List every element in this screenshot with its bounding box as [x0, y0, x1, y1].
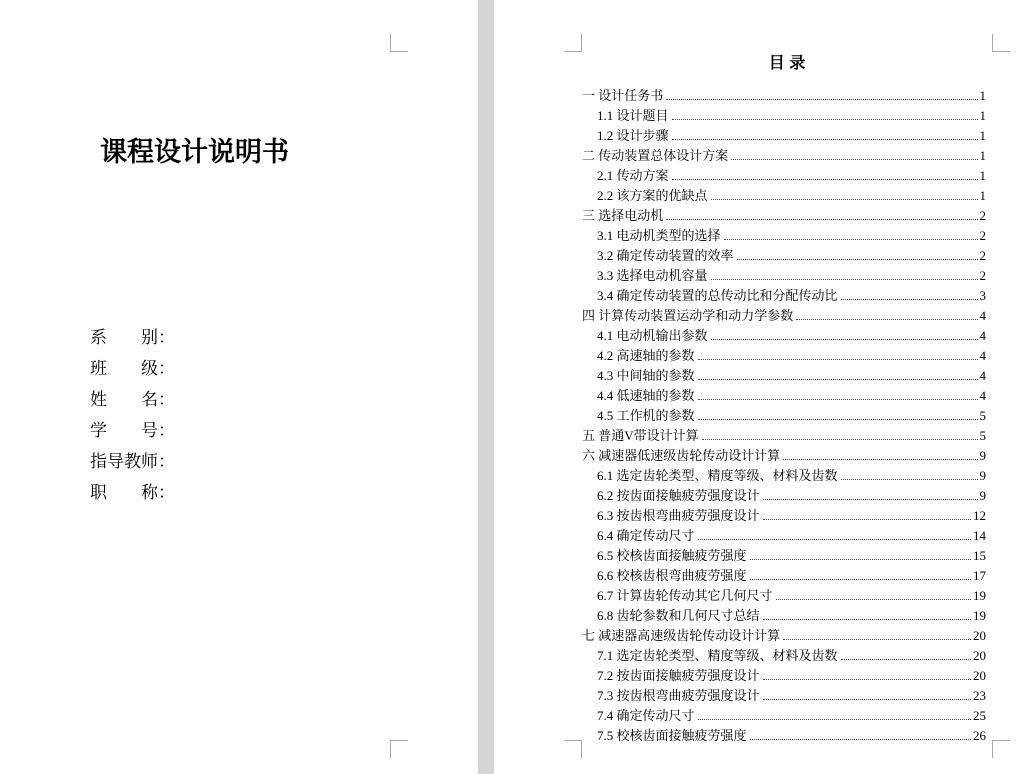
- toc-entry-page: 9: [979, 488, 986, 503]
- toc-entry[interactable]: [582, 246, 986, 266]
- toc-entry[interactable]: [582, 406, 986, 426]
- toc-entry-text: 四 计算传动装置运动学和动力学参数: [582, 308, 794, 323]
- toc-entry-text: 3.4 确定传动装置的总传动比和分配传动比: [597, 288, 838, 303]
- text-boundary-mark-bottom-right: [390, 740, 408, 758]
- toc-entry-page: 26: [973, 728, 986, 743]
- toc-leader-dots: [724, 239, 978, 240]
- toc-leader-dots: [783, 459, 977, 460]
- toc-entry[interactable]: [582, 326, 986, 346]
- toc-entry-page: 2: [979, 248, 986, 263]
- cover-field-label: 学 号：: [90, 421, 175, 440]
- toc-entry-page: 1: [979, 148, 986, 163]
- toc-leader-dots: [698, 419, 978, 420]
- cover-field[interactable]: [90, 384, 175, 415]
- toc-entry-page: 15: [973, 548, 986, 563]
- toc-leader-dots: [750, 579, 971, 580]
- toc-leader-dots: [841, 299, 978, 300]
- toc-entry-page: 20: [973, 668, 986, 683]
- cover-page[interactable]: [0, 0, 478, 774]
- toc-entry-text: 4.4 低速轴的参数: [597, 388, 695, 403]
- toc-leader-dots: [698, 719, 971, 720]
- toc-entry-page: 20: [973, 648, 986, 663]
- cover-field[interactable]: [90, 477, 175, 508]
- toc-entry[interactable]: [582, 486, 986, 506]
- toc-entry[interactable]: [582, 446, 986, 466]
- toc-entry-text: 3.1 电动机类型的选择: [597, 228, 721, 243]
- toc-entry-text: 6.1 选定齿轮类型、精度等级、材料及齿数: [597, 468, 838, 483]
- toc-entry-text: 7.5 校核齿面接触疲劳强度: [597, 728, 747, 743]
- toc-leader-dots: [776, 599, 971, 600]
- toc-entry-page: 1: [979, 128, 986, 143]
- toc-entry[interactable]: [582, 706, 986, 726]
- toc-leader-dots: [698, 539, 971, 540]
- toc-entry-text: 4.2 高速轴的参数: [597, 348, 695, 363]
- text-boundary-mark-bottom-left: [564, 740, 582, 758]
- toc-entry[interactable]: [582, 566, 986, 586]
- toc-entry-page: 4: [979, 388, 986, 403]
- toc-entry-text: 4.3 中间轴的参数: [597, 368, 695, 383]
- cover-field-label: 班 级：: [90, 359, 175, 378]
- toc-entry-text: 七 减速器高速级齿轮传动设计计算: [582, 628, 781, 643]
- toc-entry-text: 1.1 设计题目: [597, 108, 669, 123]
- toc-entry-text: 6.7 计算齿轮传动其它几何尺寸: [597, 588, 773, 603]
- toc-entry-text: 五 普通V带设计计算: [582, 428, 699, 443]
- toc-entry[interactable]: [582, 126, 986, 146]
- toc-leader-dots: [763, 699, 971, 700]
- cover-field-label: 职 称：: [90, 483, 175, 502]
- toc-entry-page: 1: [979, 108, 986, 123]
- toc-entry-page: 19: [973, 608, 986, 623]
- toc-entry[interactable]: [582, 546, 986, 566]
- toc-entry-text: 3.2 确定传动装置的效率: [597, 248, 734, 263]
- toc-leader-dots: [672, 139, 978, 140]
- toc-leader-dots: [841, 659, 971, 660]
- toc-entry-page: 4: [979, 308, 986, 323]
- toc-entry-text: 6.5 校核齿面接触疲劳强度: [597, 548, 747, 563]
- toc-leader-dots: [763, 519, 971, 520]
- toc-leader-dots: [666, 219, 977, 220]
- text-boundary-mark-top-left: [564, 34, 582, 52]
- toc-leader-dots: [750, 559, 971, 560]
- toc-entry-page: 25: [973, 708, 986, 723]
- toc-entry-page: 17: [973, 568, 986, 583]
- toc-leader-dots: [666, 99, 977, 100]
- toc-entry-page: 14: [973, 528, 986, 543]
- toc-leader-dots: [796, 319, 977, 320]
- toc-entry[interactable]: [582, 206, 986, 226]
- cover-field-label: 指导教师：: [90, 452, 175, 471]
- toc-entry[interactable]: [582, 186, 986, 206]
- toc-entry[interactable]: [582, 606, 986, 626]
- toc-entry-page: 19: [973, 588, 986, 603]
- text-boundary-mark-bottom-right: [992, 740, 1010, 758]
- toc-entry-page: 2: [979, 268, 986, 283]
- toc-entry[interactable]: [582, 466, 986, 486]
- toc-leader-dots: [763, 679, 971, 680]
- toc-entry[interactable]: [582, 366, 986, 386]
- toc-entry[interactable]: [582, 586, 986, 606]
- toc-entry-text: 3.3 选择电动机容量: [597, 268, 708, 283]
- cover-field-label: 姓 名：: [90, 390, 175, 409]
- toc-entry-page: 3: [979, 288, 986, 303]
- toc-entry-page: 2: [979, 228, 986, 243]
- toc-entry-text: 7.3 按齿根弯曲疲劳强度设计: [597, 688, 760, 703]
- toc-entry[interactable]: [582, 506, 986, 526]
- cover-fields: [90, 322, 175, 508]
- toc-entry[interactable]: [582, 626, 986, 646]
- toc-entry-text: 一 设计任务书: [582, 88, 664, 103]
- toc-leader-dots: [711, 339, 978, 340]
- toc-entry[interactable]: [582, 426, 986, 446]
- cover-field-label: 系 别：: [90, 328, 175, 347]
- toc-entry[interactable]: [582, 286, 986, 306]
- toc-entry-page: 12: [973, 508, 986, 523]
- toc-entry-text: 1.2 设计步骤: [597, 128, 669, 143]
- toc-entry[interactable]: [582, 306, 986, 326]
- toc-entry-page: 1: [979, 88, 986, 103]
- toc-entry[interactable]: [582, 686, 986, 706]
- toc-leader-dots: [672, 119, 978, 120]
- toc-leader-dots: [698, 359, 978, 360]
- toc-entry-text: 2.1 传动方案: [597, 168, 669, 183]
- text-boundary-mark-top-right: [992, 34, 1010, 52]
- toc-leader-dots: [698, 399, 978, 400]
- toc-leader-dots: [672, 179, 978, 180]
- toc-entry-text: 6.4 确定传动尺寸: [597, 528, 695, 543]
- toc-entry[interactable]: [582, 386, 986, 406]
- toc-entry-page: 9: [979, 448, 986, 463]
- toc-entry-text: 7.4 确定传动尺寸: [597, 708, 695, 723]
- toc-entry-page: 2: [979, 208, 986, 223]
- toc-entry-text: 二 传动装置总体设计方案: [582, 148, 729, 163]
- toc-entry-page: 9: [979, 468, 986, 483]
- toc-entry-text: 6.2 按齿面接触疲劳强度设计: [597, 488, 760, 503]
- cover-field[interactable]: [90, 415, 175, 446]
- toc-entry[interactable]: [582, 346, 986, 366]
- toc-entry-page: 4: [979, 348, 986, 363]
- toc-entry-text: 7.2 按齿面接触疲劳强度设计: [597, 668, 760, 683]
- toc-leader-dots: [731, 159, 977, 160]
- toc-entry-page: 5: [979, 428, 986, 443]
- toc-leader-dots: [702, 439, 978, 440]
- toc-entry-page: 23: [973, 688, 986, 703]
- toc-leader-dots: [711, 199, 978, 200]
- toc-leader-dots: [763, 499, 978, 500]
- cover-field[interactable]: [90, 446, 175, 477]
- toc-entry-text: 4.1 电动机输出参数: [597, 328, 708, 343]
- cover-field[interactable]: [90, 322, 175, 353]
- toc-entry[interactable]: [582, 266, 986, 286]
- toc-entry-page: 1: [979, 188, 986, 203]
- toc-entry[interactable]: [582, 106, 986, 126]
- toc-entry[interactable]: [582, 86, 986, 106]
- toc-entry-page: 4: [979, 368, 986, 383]
- toc-entry-text: 六 减速器低速级齿轮传动设计计算: [582, 448, 781, 463]
- toc-entry-page: 4: [979, 328, 986, 343]
- toc-entry[interactable]: [582, 526, 986, 546]
- toc-entry[interactable]: [582, 226, 986, 246]
- toc-entry[interactable]: [582, 726, 986, 746]
- toc-leader-dots: [783, 639, 971, 640]
- toc-leader-dots: [750, 739, 971, 740]
- text-boundary-mark-top-right: [390, 34, 408, 52]
- toc-entry-page: 1: [979, 168, 986, 183]
- toc-leader-dots: [711, 279, 978, 280]
- toc-entry[interactable]: [582, 166, 986, 186]
- toc-entry[interactable]: [582, 666, 986, 686]
- toc-entry-text: 7.1 选定齿轮类型、精度等级、材料及齿数: [597, 648, 838, 663]
- toc-page[interactable]: [494, 0, 1020, 774]
- toc-entry-text: 6.6 校核齿根弯曲疲劳强度: [597, 568, 747, 583]
- toc-leader-dots: [841, 479, 978, 480]
- toc-leader-dots: [698, 379, 978, 380]
- toc-entry-text: 6.3 按齿根弯曲疲劳强度设计: [597, 508, 760, 523]
- toc-entry-text: 4.5 工作机的参数: [597, 408, 695, 423]
- toc-entry[interactable]: [582, 646, 986, 666]
- cover-field[interactable]: [90, 353, 175, 384]
- toc-leader-dots: [763, 619, 971, 620]
- toc-entry-page: 20: [973, 628, 986, 643]
- toc-leader-dots: [737, 259, 978, 260]
- cover-title: 课程设计说明书: [100, 137, 289, 167]
- toc-entry-text: 6.8 齿轮参数和几何尺寸总结: [597, 608, 760, 623]
- toc-entry-text: 2.2 该方案的优缺点: [597, 188, 708, 203]
- toc-entry[interactable]: [582, 146, 986, 166]
- toc-entry-page: 5: [979, 408, 986, 423]
- toc-list: [582, 86, 986, 746]
- toc-title: 目 录: [768, 55, 806, 72]
- toc-entry-text: 三 选择电动机: [582, 208, 664, 223]
